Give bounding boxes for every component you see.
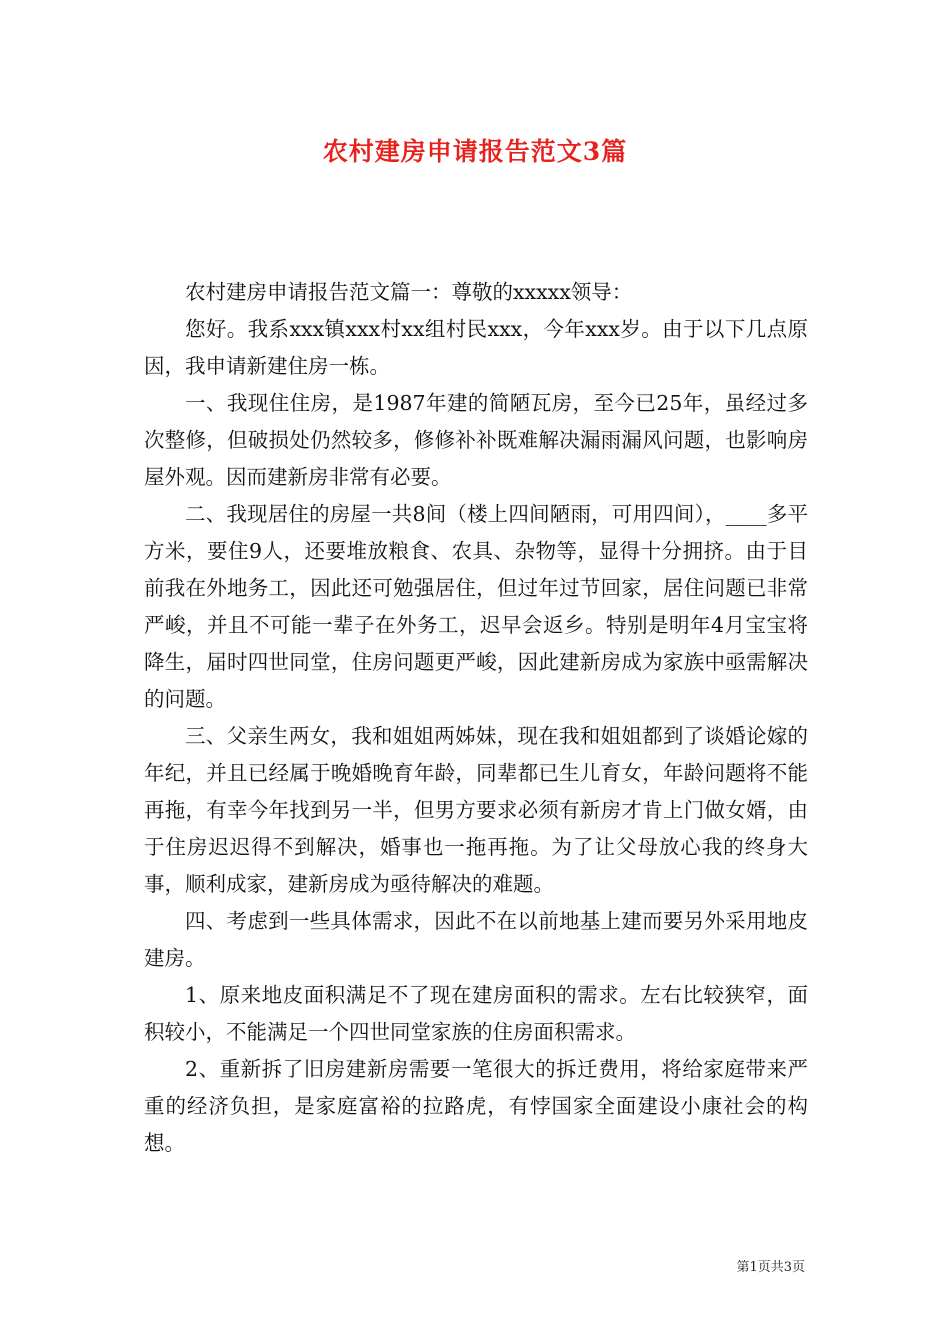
paragraph-salutation: 农村建房申请报告范文篇一：尊敬的xxxxx领导： (185, 280, 633, 304)
paragraph-reason-1: 一、我现住住房，是1987年建的简陋瓦房，至今已25年，虽经过多次整修，但破损处仍然较多，修修补补既难解决漏雨漏风问题，也影响房屋外观。因而建新房非常有必要。 (144, 391, 808, 489)
paragraph-reason-3: 三、父亲生两女，我和姐姐两姊妹，现在我和姐姐都到了谈婚论嫁的年纪，并且已经属于晚婚晚育年龄，同辈都已生儿育女，年龄问题将不能再拖，有幸今年找到另一半，但男方要求必须有新房才肯上门做女婿，由于住房迟迟得不到解决，婚事也一拖再拖。为了让父母放心我的终身大事，顺利成家，建新房成为亟待解决的难题。 (144, 724, 808, 896)
page-number: 第1页共3页 (736, 1260, 805, 1275)
paragraph-subpoint-1: 1、原来地皮面积满足不了现在建房面积的需求。左右比较狭窄，面积较小，不能满足一个四世同堂家族的住房面积需求。 (144, 983, 808, 1044)
paragraph-greeting: 您好。我系xxx镇xxx村xx组村民xxx，今年xxx岁。由于以下几点原因，我申请新建住房一栋。 (144, 317, 808, 378)
paragraph-subpoint-2: 2、重新拆了旧房建新房需要一笔很大的拆迁费用，将给家庭带来严重的经济负担，是家庭富裕的拉路虎，有悖国家全面建设小康社会的构想。 (144, 1057, 808, 1155)
paragraph-reason-4: 四、考虑到一些具体需求，因此不在以前地基上建而要另外采用地皮建房。 (144, 909, 808, 970)
paragraph-reason-2: 二、我现居住的房屋一共8间（楼上四间陋雨，可用四间），____多平方米，要住9人，还要堆放粮食、农具、杂物等，显得十分拥挤。由于目前我在外地务工，因此还可勉强居住，但过年过节回家，居住问题已非常严峻，并且不可能一辈子在外务工，迟早会返乡。特别是明年4月宝宝将降生，届时四世同堂，住房问题更严峻，因此建新房成为家族中亟需解决的问题。 (144, 502, 808, 711)
document-body (144, 274, 808, 1162)
page-title: 农村建房申请报告范文3篇 (322, 137, 628, 166)
